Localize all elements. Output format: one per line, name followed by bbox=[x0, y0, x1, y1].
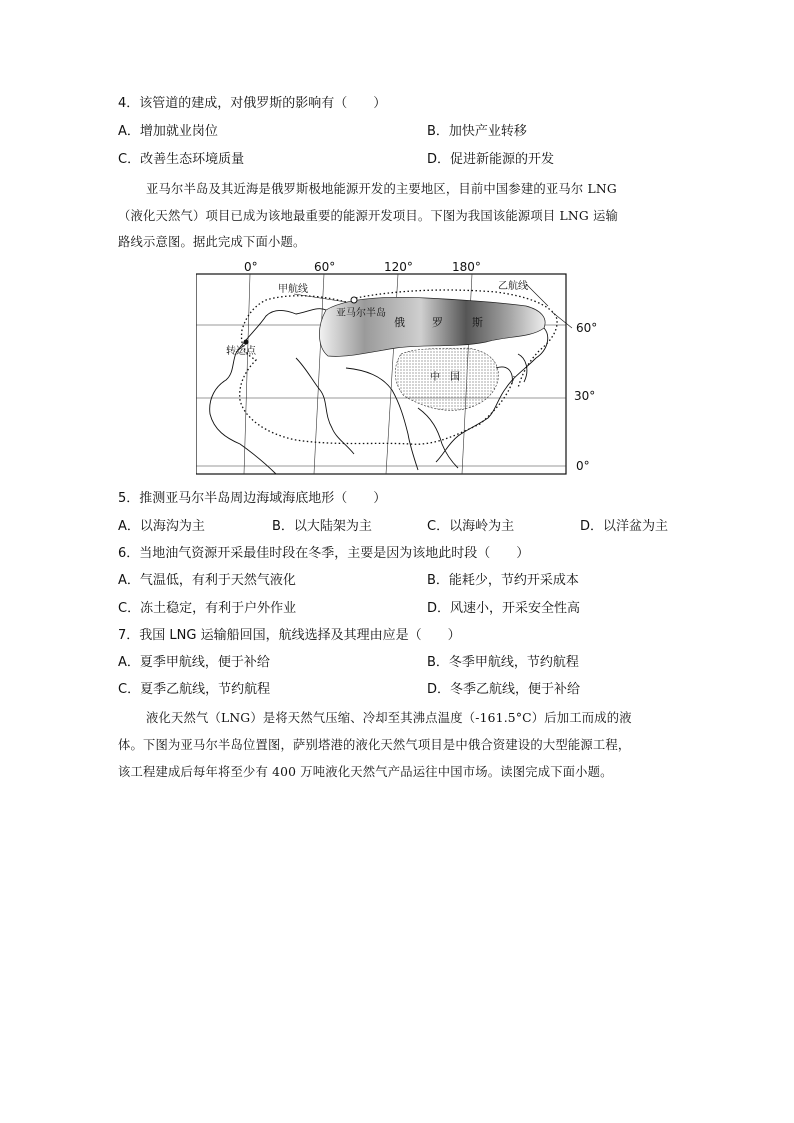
q4-option-a: A．增加就业岗位 bbox=[118, 124, 218, 139]
label-transfer: 转运点 bbox=[226, 346, 256, 357]
lon-label-120: 120° bbox=[384, 260, 413, 274]
q6-option-d: D．风速小，开采安全性高 bbox=[427, 601, 581, 616]
q6-option-c: C．冻土稳定，有利于户外作业 bbox=[118, 601, 297, 616]
q6-option-b: B．能耗少，节约开采成本 bbox=[427, 573, 579, 588]
label-russia-3: 斯 bbox=[472, 316, 483, 329]
q7-option-c: C．夏季乙航线，节约航程 bbox=[118, 682, 271, 697]
passage1-line2: （液化天然气）项目已成为该地最重要的能源开发项目。下图为我国该能源项目 LNG 运输 bbox=[118, 209, 618, 223]
q7-option-a: A．夏季甲航线，便于补给 bbox=[118, 655, 270, 670]
lon-label-0: 0° bbox=[244, 260, 258, 274]
q6-stem: 6．当地油气资源开采最佳时段在冬季，主要是因为该地此时段（ ） bbox=[118, 546, 530, 561]
q4-option-d: D．促进新能源的开发 bbox=[427, 152, 555, 167]
lat-label-30: 30° bbox=[574, 389, 596, 403]
q4-stem: 4．该管道的建成，对俄罗斯的影响有（ ） bbox=[118, 96, 387, 111]
label-china: 中 国 bbox=[430, 372, 460, 383]
transfer-point-icon bbox=[244, 340, 249, 345]
q5-option-d: D．以洋盆为主 bbox=[580, 519, 669, 534]
q5-option-c: C．以海岭为主 bbox=[427, 519, 515, 534]
passage1-line1: 亚马尔半岛及其近海是俄罗斯极地能源开发的主要地区，目前中国参建的亚马尔 LNG bbox=[146, 182, 617, 196]
label-route-jia: 甲航线 bbox=[278, 284, 308, 295]
q4-option-b: B．加快产业转移 bbox=[427, 124, 527, 139]
label-russia-1: 俄 bbox=[394, 316, 405, 329]
q5-option-a: A．以海沟为主 bbox=[118, 519, 205, 534]
q5-stem: 5．推测亚马尔半岛周边海域海底地形（ ） bbox=[118, 491, 387, 506]
lng-route-map bbox=[196, 258, 606, 476]
passage2-line2: 体。下图为亚马尔半岛位置图，萨别塔港的液化天然气项目是中俄合资建设的大型能源工程， bbox=[118, 738, 631, 752]
q7-option-b: B．冬季甲航线，节约航程 bbox=[427, 655, 579, 670]
q5-option-b: B．以大陆架为主 bbox=[272, 519, 372, 534]
q7-stem: 7．我国 LNG 运输船回国，航线选择及其理由应是（ ） bbox=[118, 628, 461, 643]
lon-label-180: 180° bbox=[452, 260, 481, 274]
passage2-line1: 液化天然气（LNG）是将天然气压缩、冷却至其沸点温度（-161.5°C）后加工而成的液 bbox=[146, 711, 632, 725]
yamal-point-icon bbox=[351, 297, 357, 303]
label-route-yi: 乙航线 bbox=[498, 281, 528, 292]
label-russia-2: 罗 bbox=[432, 316, 443, 329]
passage1-line3: 路线示意图。据此完成下面小题。 bbox=[118, 235, 306, 249]
q6-option-a: A．气温低，有利于天然气液化 bbox=[118, 573, 296, 588]
q4-option-c: C．改善生态环境质量 bbox=[118, 152, 245, 167]
lat-label-60: 60° bbox=[576, 321, 598, 335]
q7-option-d: D．冬季乙航线，便于补给 bbox=[427, 682, 581, 697]
lon-label-60: 60° bbox=[314, 260, 336, 274]
label-yamal: 亚马尔半岛 bbox=[336, 308, 386, 319]
lat-label-0: 0° bbox=[576, 459, 590, 473]
passage2-line3: 该工程建成后每年将至少有 400 万吨液化天然气产品运往中国市场。读图完成下面小题。 bbox=[118, 765, 613, 779]
